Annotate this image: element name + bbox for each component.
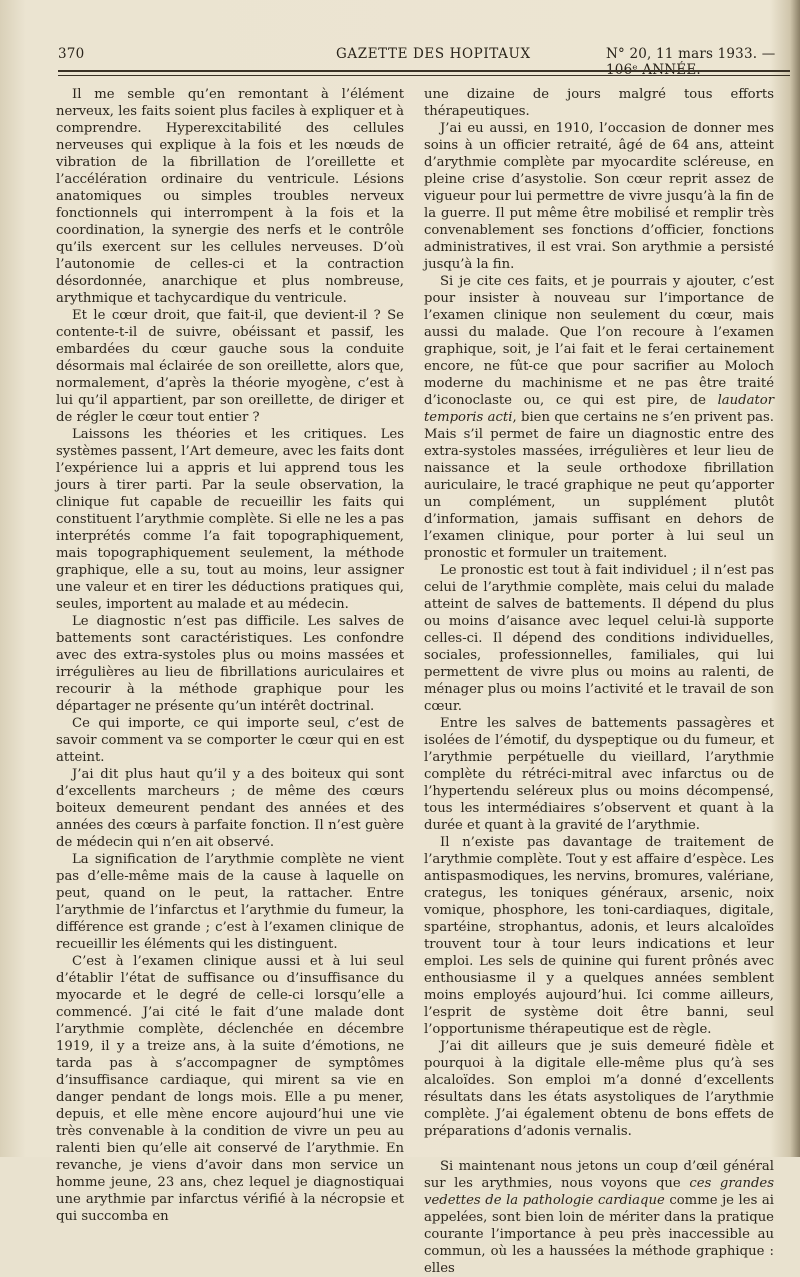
paragraph xyxy=(424,1158,774,1277)
italic-phrase: ces grandes vedettes de la pathologie cardiaque xyxy=(424,1176,774,1208)
left-column xyxy=(56,86,404,1225)
paragraph: J’ai dit plus haut qu’il y a des boiteux qui sont d’excellents marcheurs ; de même des cœurs boiteux demeurent pendant des années et des années des cœurs à parfaite fonction. Il n’est guère de médecin qui n’en ait observé. xyxy=(56,767,404,850)
paragraph: J’ai eu aussi, en 1910, l’occasion de donner mes soins à un officier retraité, âgé de 64 ans, atteint d’arythmie complète par myocardite scléreuse, en pleine crise d’asystolie. Son cœur reprit assez de vigueur pour lui permettre de vivre jusqu’à la fin de la guerre. Il put même être mobilisé et remplir très convenablement ses fonctions d’officier, fonctions administratives, il est vrai. Son arythmie a persisté jusqu’à la fin. xyxy=(424,121,774,272)
right-column xyxy=(424,86,774,1277)
page-number: 370 xyxy=(58,46,85,62)
text-run: Si je cite ces faits, et je pourrais y ajouter, c’est pour insister à nouveau sur l’importance de l’examen clinique non seulement du cœur, mais aussi du malade. Que l’on recoure à l’examen graphique, soit, je l’ai fait et le ferai certainement encore, ne fût-ce que pour sacrifier au Moloch moderne du machinisme et ne pas être traité d’iconoclaste ou, ce qui est pire, de xyxy=(424,274,774,408)
paragraph: Entre les salves de battements passagères et isolées de l’émotif, du dyspeptique ou du fumeur, et l’arythmie perpétuelle du vieillard, l’arythmie complète du rétréci-mitral avec infarctus ou de l’hypertendu seléreux plus ou moins décompensé, tous les intermédiaires s’observent et quant à la durée et quant à la gravité de l’arythmie. xyxy=(424,716,774,833)
paragraph: Laissons les théories et les critiques. Les systèmes passent, l’Art demeure, avec les faits dont l’expérience lui a appris et lui apprend tous les jours à tirer parti. Par la seule observation, la clinique fut capable de recueillir les faits qui constituent l’arythmie complète. Si elle ne les a pas interprétés comme l’a fait topographiquement, mais topographiquement seulement, la méthode graphique, elle a su, tout au moins, leur assigner une valeur et en tirer les déductions pratiques qui, seules, importent au malade et au médecin. xyxy=(56,427,404,612)
text-run: Si maintenant nous jetons un coup d’œil général sur les arythmies, nous voyons que xyxy=(424,1159,774,1191)
paragraph: Ce qui importe, ce qui importe seul, c’est de savoir comment va se comporter le cœur qui en est atteint. xyxy=(56,716,404,765)
paragraph: Il me semble qu’en remontant à l’élément nerveux, les faits soient plus faciles à expliquer et à comprendre. Hyperexcitabilité des cellules nerveuses qui explique à la fois et les nœuds de vibration de la fibrillation de l’oreillette et l’accélération ordinaire du ventricule. Lésions anatomiques ou simples troubles nerveux fonctionnels qui interrompent à la fois et la coordination, la synergie des nerfs et le contrôle qu’ils exercent sur les cellules nerveuses. D’où l’autonomie de celles-ci et la contraction désordonnée, anarchique et plus nombreuse, arythmique et tachycardique du ventricule. xyxy=(56,87,404,306)
paragraph: une dizaine de jours malgré tous efforts thérapeutiques. xyxy=(424,87,774,119)
text-run: comme je les ai appelées, sont bien loin de mériter dans la pratique courante l’importance à peu près inaccessible au commun, où les a haussées la méthode graphique : elles xyxy=(424,1193,774,1276)
latin-phrase: laudator temporis acti xyxy=(424,393,774,425)
paragraph: Il n’existe pas davantage de traitement de l’arythmie complète. Tout y est affaire d’espèce. Les antispasmodiques, les nervins, bromures, valériane, crategus, les toniques généraux, arsenic, noix vomique, phosphore, les toni-cardiaques, digitale, spartéine, strophantus, adonis, et leurs alcaloïdes trouvent tour à tour leurs indications et leur emploi. Les sels de quinine qui furent prônés avec enthousiasme il y a quelques années semblent moins employés aujourd’hui. Ici comme ailleurs, l’esprit de système doit être banni, seul l’opportunisme thérapeutique est de règle. xyxy=(424,835,774,1037)
paragraph: J’ai dit ailleurs que je suis demeuré fidèle et pourquoi à la digitale elle-même plus qu’à ses alcaloïdes. Son emploi m’a donné d’excellents résultats dans les états asystoliques de l’arythmie complète. J’ai également obtenu de bons effets de préparations d’adonis vernalis. xyxy=(424,1039,774,1139)
paragraph: C’est à l’examen clinique aussi et à lui seul d’établir l’état de suffisance ou d’insuffisance du myocarde et le degré de celle-ci lorsqu’elle a commencé. J’ai cité le fait d’une malade dont l’arythmie complète, déclenchée en décembre 1919, il y a treize ans, à la suite d’émotions, ne tarda pas à s’accompagner de symptômes d’insuffisance cardiaque, qui mirent sa vie en danger pendant de longs mois. Elle a pu mener, depuis, et elle mène encore aujourd’hui une vie très convenable à la condition de vivre un peu au ralenti bien qu’elle ait conservé de l’arythmie. En revanche, je viens d’avoir dans mon service un homme jeune, 23 ans, chez lequel je diagnostiquai une arythmie par infarctus vérifié à la nécropsie et qui succomba en xyxy=(56,954,404,1224)
paragraph: Le pronostic est tout à fait individuel ; il n’est pas celui de l’arythmie complète, mais celui du malade atteint de salves de battements. Il dépend du plus ou moins d’aisance avec lequel celui-là supporte celles-ci. Il dépend des conditions individuelles, sociales, professionnelles, familiales, qui lui permettent de vivre plus ou moins au ralenti, de ménager plus ou moins l’activité et le travail de son cœur. xyxy=(424,563,774,714)
running-header xyxy=(58,44,788,78)
header-rule-thick xyxy=(58,70,790,72)
paragraph: La signification de l’arythmie complète ne vient pas d’elle-même mais de la cause à laquelle on peut, quand on le peut, la rattacher. Entre l’arythmie de l’infarctus et l’arythmie du fumeur, la différence est grande ; c’est à l’examen clinique de recueillir les éléments qui les distinguent. xyxy=(56,852,404,952)
paragraph: Le diagnostic n’est pas difficile. Les salves de battements sont caractéristiques. Les confondre avec des extra-systoles plus ou moins massées et irrégulières au lieu de fibrillations auriculaires et recourir à la méthode graphique pour les départager ne présente qu’un intérêt doctrinal. xyxy=(56,614,404,714)
text-run: , bien que certains ne s’en privent pas. Mais s’il permet de faire un diagnostic entre des extra-systoles massées, irrégulières et leur lieu de naissance et la seule orthodoxe fibrillation auriculaire, le tracé graphique ne peut qu’apporter un complément, un supplément plutôt d’information, jamais suffisant en dehors de l’examen clinique, pour porter à lui seul un pronostic et formuler un traitement. xyxy=(424,410,774,561)
paragraph xyxy=(424,273,774,562)
paragraph: Et le cœur droit, que fait-il, que devient-il ? Se contente-t-il de suivre, obéissant et passif, les embardées du cœur gauche sous la conduite désormais mal éclairée de son oreillette, alors que, normalement, d’après la théorie myogène, c’est à lui qu’il appartient, par son oreillette, de diriger et de régler le cœur tout entier ? xyxy=(56,308,404,425)
journal-title: GAZETTE DES HOPITAUX xyxy=(336,46,531,62)
issue-info: N° 20, 11 mars 1933. — 106ᵉ ANNÉE. xyxy=(606,46,776,78)
header-rule-thin xyxy=(58,75,790,76)
